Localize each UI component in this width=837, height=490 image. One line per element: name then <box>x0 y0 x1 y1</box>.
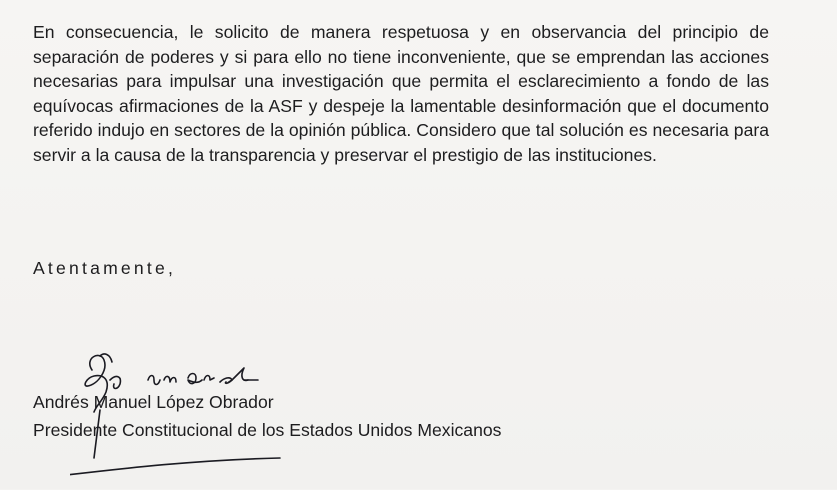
letter-body-paragraph: En consecuencia, le solicito de manera respetuosa y en observancia del principio de separación de poderes y si para ello no tiene inconveniente, que se emprendan las acciones necesarias para impulsar una investigación que permita el esclarecimiento a fondo de las equívocas afirmaciones de la ASF y despeje la lamentable desinformación que el documento referido indujo en sectores de la opinión pública. Considero que tal solución es necesaria para servir a la causa de la transparencia y preservar el prestigio de las instituciones. <box>33 22 769 165</box>
signer-name: Andrés Manuel López Obrador <box>33 392 274 412</box>
signer-title: Presidente Constitucional de los Estados Unidos Mexicanos <box>33 420 502 440</box>
letter-closing: Atentamente, <box>33 258 177 278</box>
handwritten-signature-icon <box>70 340 300 490</box>
